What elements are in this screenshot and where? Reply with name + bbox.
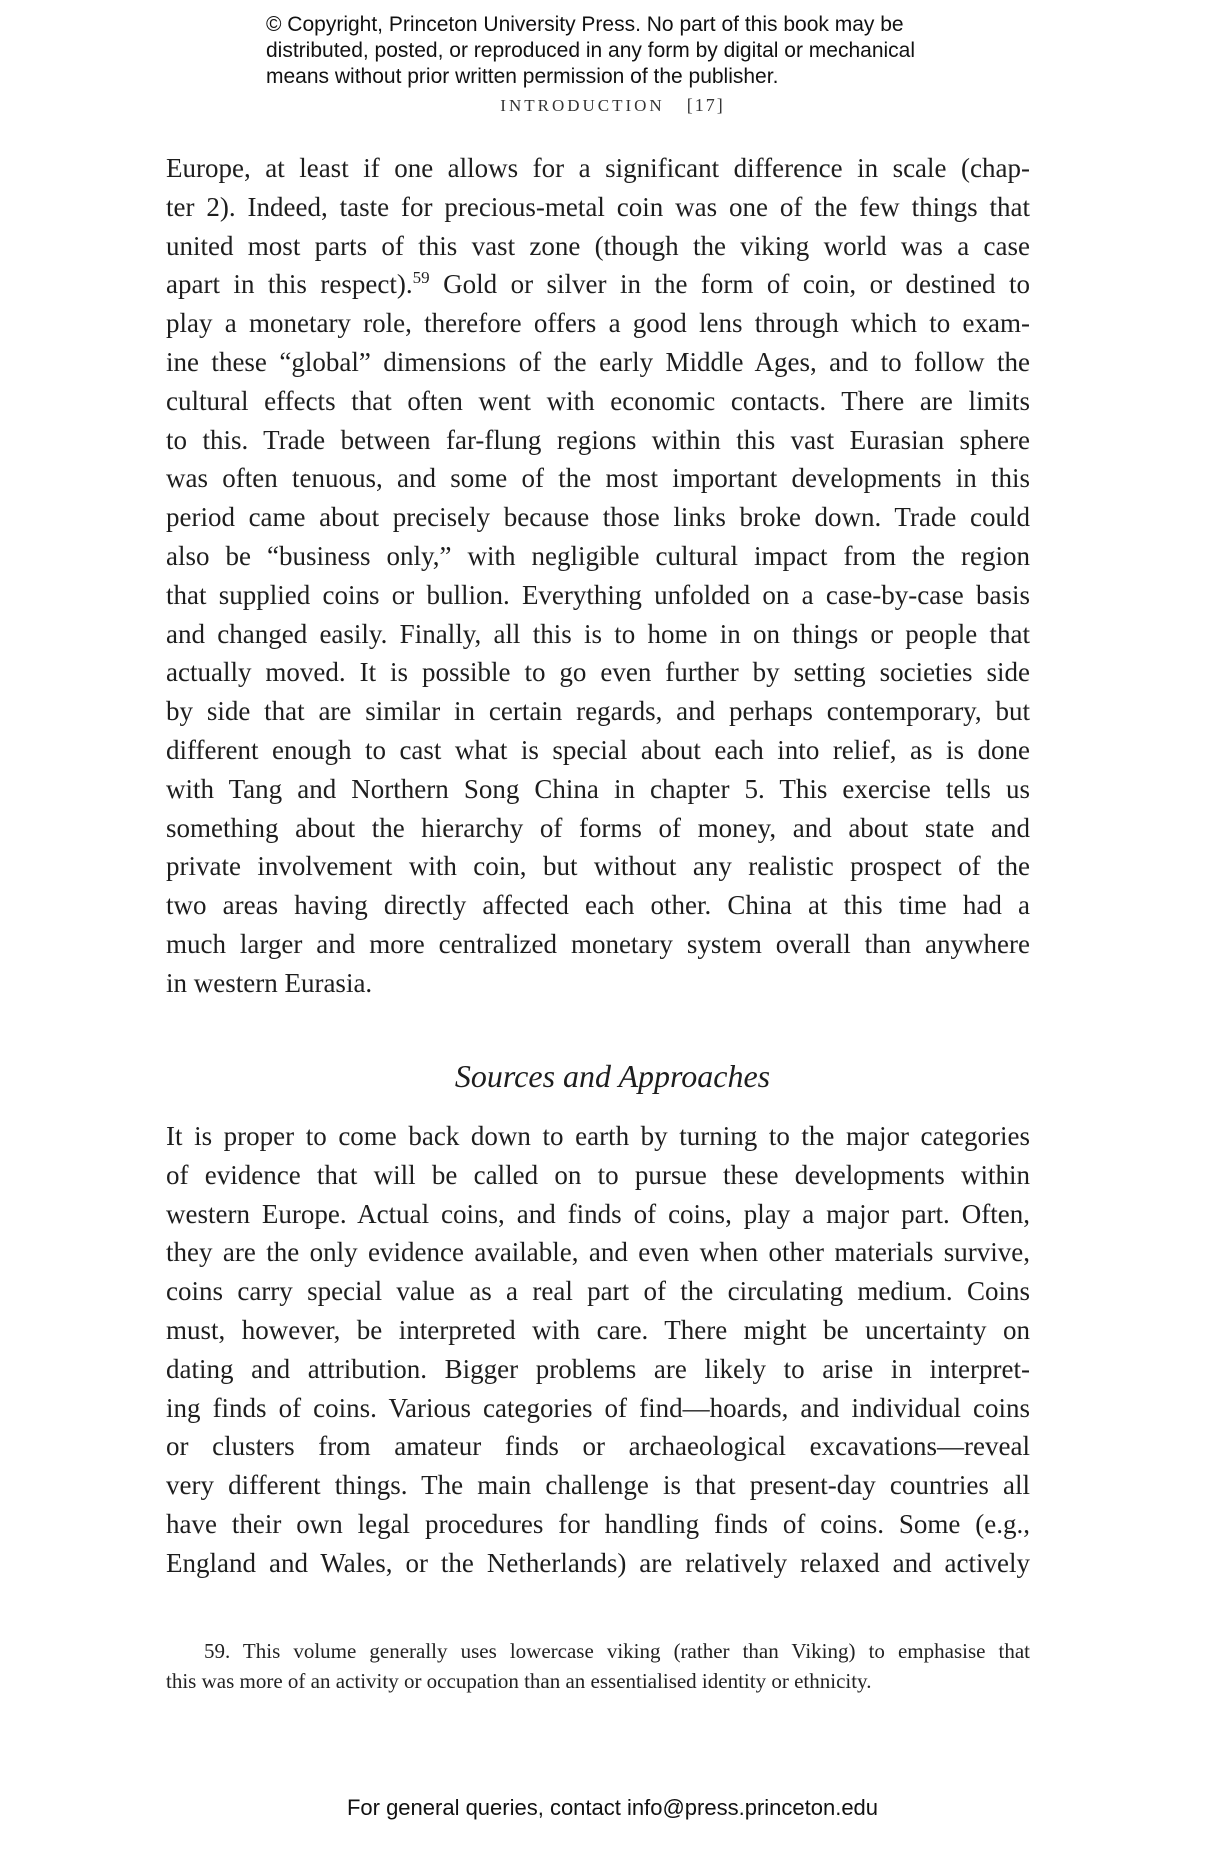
running-head (0, 95, 1225, 116)
text-line: must, however, be interpreted with care. There might be uncertainty on (166, 1314, 1030, 1345)
body-paragraph-1 (166, 149, 1030, 1003)
copyright-notice (266, 12, 986, 90)
text-line: period came about precisely because those links broke down. Trade could (166, 502, 1030, 533)
text-segment: Gold or silver in the form of coin, or destined to (429, 269, 1030, 300)
text-line: much larger and more centralized monetary system overall than anywhere (166, 928, 1030, 959)
copyright-line: © Copyright, Princeton University Press. No part of this book may be (266, 13, 904, 36)
text-line: coins carry special value as a real part of the circulating medium. Coins (166, 1276, 1030, 1307)
text-line: of evidence that will be called on to pursue these developments within (166, 1159, 1030, 1190)
text-line: was often tenuous, and some of the most important developments in this (166, 463, 1030, 494)
text-line: also be “business only,” with negligible cultural impact from the region (166, 540, 1030, 571)
text-line: two areas having directly affected each other. China at this time had a (166, 890, 1030, 921)
text-line: they are the only evidence available, and even when other materials survive, (166, 1237, 1030, 1268)
text-line: with Tang and Northern Song China in chapter 5. This exercise tells us (166, 773, 1030, 804)
text-line: ine these “global” dimensions of the early Middle Ages, and to follow the (166, 346, 1030, 377)
text-line: private involvement with coin, but without any realistic prospect of the (166, 851, 1030, 882)
text-line: something about the hierarchy of forms of money, and about state and (166, 812, 1030, 843)
text-line: different enough to cast what is special about each into relief, as is done (166, 734, 1030, 765)
running-head-section: INTRODUCTION (500, 96, 665, 115)
contact-notice: For general queries, contact info@press.princeton.edu (346, 1795, 879, 1820)
text-line: ter 2). Indeed, taste for precious-metal coin was one of the few things that (166, 191, 1030, 222)
text-line: very different things. The main challenge is that present-day countries all (166, 1470, 1030, 1501)
body-paragraph-2 (166, 1117, 1030, 1583)
text-line: Europe, at least if one allows for a significant difference in scale (chap- (166, 153, 1030, 183)
text-line: that supplied coins or bullion. Everything unfolded on a case-by-case basis (166, 579, 1030, 610)
footnote-line: 59. This volume generally uses lowercase viking (rather than Viking) to emphasise that (204, 1639, 1030, 1663)
text-line: cultural effects that often went with economic contacts. There are limits (166, 385, 1030, 416)
text-line: actually moved. It is possible to go even further by setting societies side (166, 657, 1030, 688)
footnote-line: this was more of an activity or occupation than an essentialised identity or ethnicity. (166, 1669, 872, 1693)
text-line: ing finds of coins. Various categories of find—hoards, and individual coins (166, 1392, 1030, 1423)
copyright-line: distributed, posted, or reproduced in any form by digital or mechanical (266, 39, 916, 62)
text-line: or clusters from amateur finds or archaeological excavations—reveal (166, 1431, 1030, 1462)
footnote-59 (166, 1636, 1030, 1696)
text-line: western Europe. Actual coins, and finds of coins, play a major part. Often, (166, 1198, 1030, 1229)
text-line: dating and attribution. Bigger problems are likely to arise in interpret- (166, 1353, 1030, 1384)
text-line: by side that are similar in certain regards, and perhaps contemporary, but (166, 696, 1030, 727)
text-line: in western Eurasia. (166, 967, 373, 998)
text-line: play a monetary role, therefore offers a good lens through which to exam- (166, 308, 1030, 339)
section-heading: Sources and Approaches (454, 1058, 771, 1094)
page-number: [17] (686, 95, 725, 115)
text-line: united most parts of this vast zone (though the viking world was a case (166, 230, 1030, 261)
text-line: and changed easily. Finally, all this is to home in on things or people that (166, 618, 1030, 649)
text-line (166, 265, 1030, 304)
text-line: to this. Trade between far-flung regions within this vast Eurasian sphere (166, 424, 1030, 455)
text-line: have their own legal procedures for handling finds of coins. Some (e.g., (166, 1508, 1030, 1539)
text-line: England and Wales, or the Netherlands) are relatively relaxed and actively (166, 1547, 1030, 1578)
copyright-line: means without prior written permission of the publisher. (266, 65, 779, 88)
text-segment: apart in this respect). (166, 269, 413, 300)
footnote-ref-59[interactable]: 59 (412, 268, 430, 288)
text-line: It is proper to come back down to earth by turning to the major categories (166, 1121, 1030, 1151)
